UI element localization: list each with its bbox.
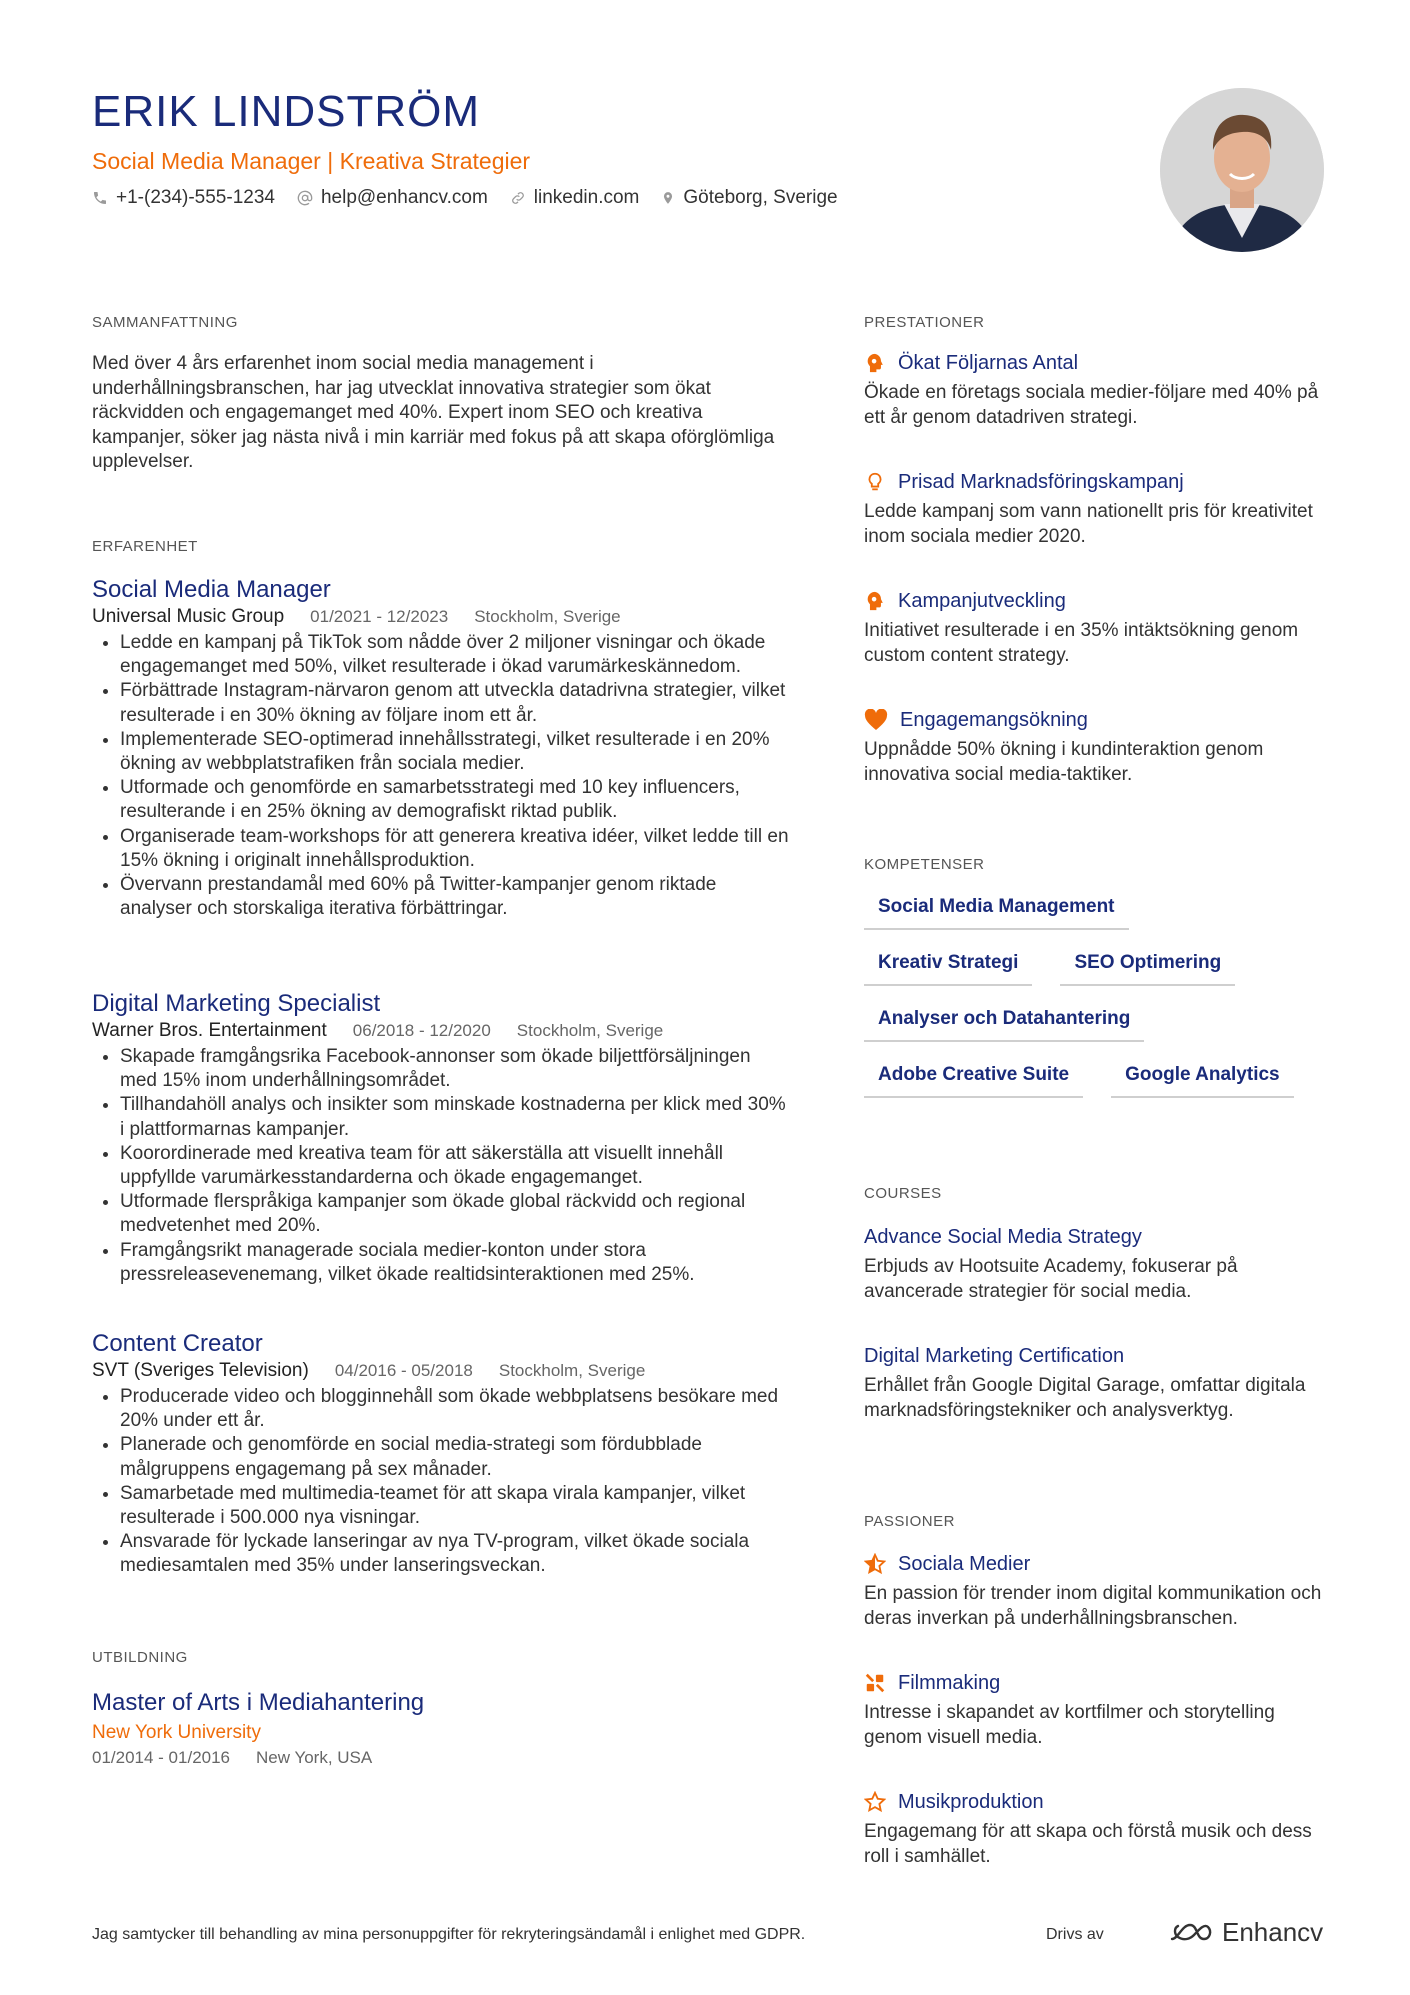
- film-icon: [864, 1672, 886, 1694]
- brain-icon: [864, 590, 886, 612]
- contact-location: [661, 184, 837, 212]
- passion-item: [864, 1788, 1334, 1869]
- passion-title: Musikproduktion: [898, 1791, 1044, 1813]
- education-dates: 01/2014 - 01/2016: [92, 1748, 231, 1767]
- passion-desc: En passion för trender inom digital kommunikation och deras inverkan på underhållningsbranschen.: [864, 1583, 1322, 1629]
- star-outline-icon: [864, 1791, 886, 1813]
- passion-header: [864, 1669, 1334, 1697]
- achievement-item: [864, 349, 1334, 430]
- education-degree: Master of Arts i Mediahantering: [92, 1689, 425, 1716]
- course-desc: Erhållet från Google Digital Garage, omfattar digitala marknadsföringstekniker och analysverktyg.: [864, 1375, 1306, 1421]
- job-company: SVT (Sveriges Television): [92, 1360, 309, 1381]
- contact-linkedin[interactable]: [510, 184, 640, 212]
- section-title-summary: SAMMANFATTNING: [92, 314, 238, 331]
- skill-tag: Google Analytics: [1111, 1062, 1294, 1098]
- job-meta: [92, 605, 792, 629]
- job-location: Stockholm, Sverige: [474, 607, 621, 626]
- enhancv-logo-icon: [1168, 1919, 1214, 1945]
- powered-by-label: Drivs av: [1046, 1926, 1104, 1943]
- achievement-header: [864, 706, 1334, 734]
- lightbulb-icon: [864, 471, 886, 493]
- achievement-desc: Uppnådde 50% ökning i kundinteraktion genom innovativa social media-taktiker.: [864, 739, 1264, 785]
- job-title: Digital Marketing Specialist: [92, 990, 381, 1017]
- passion-header: [864, 1550, 1334, 1578]
- achievement-item: [864, 706, 1334, 787]
- job-bullets: [92, 1385, 792, 1579]
- passion-item: [864, 1550, 1334, 1631]
- avatar-illustration: [1160, 88, 1324, 252]
- email-text: help@enhancv.com: [320, 187, 488, 208]
- skill-tag: Adobe Creative Suite: [864, 1062, 1083, 1098]
- achievement-title: Kampanjutveckling: [898, 590, 1066, 612]
- skill-tag: SEO Optimering: [1060, 950, 1235, 986]
- achievement-title: Ökat Följarnas Antal: [898, 352, 1079, 374]
- skill-row: [864, 950, 1334, 986]
- section-title-skills: KOMPETENSER: [864, 856, 985, 873]
- summary-text: Med över 4 års erfarenhet inom social media management i underhållningsbranschen, har jag utvecklat innovativa strategier som ökat räckvidden och engagemanget med 40%. Expert inom SEO och kreativa kampanjer, söker jag nästa nivå i min karriär med fokus på att skapa oförglömliga upplevelser.: [92, 353, 775, 472]
- achievement-header: [864, 587, 1334, 615]
- skill-row: [864, 1006, 1334, 1042]
- contact-bar: [92, 184, 860, 212]
- job-bullet: • Ansvarade för lyckade lanseringar av nya TV-program, vilket ökade sociala mediesamtalen med 35% under lanseringsveckan.: [120, 1530, 792, 1578]
- heart-icon: [864, 709, 888, 731]
- brand-logo[interactable]: [1168, 1916, 1323, 1948]
- job-dates: 06/2018 - 12/2020: [352, 1021, 491, 1040]
- brand-name: Enhancv: [1222, 1917, 1324, 1947]
- education-meta: [92, 1746, 782, 1770]
- skill-tag: Kreativ Strategi: [864, 950, 1032, 986]
- course-item: [864, 1223, 1334, 1304]
- experience-entry: [92, 1329, 792, 1579]
- course-desc: Erbjuds av Hootsuite Academy, fokuserar på avancerade strategier för social media.: [864, 1256, 1238, 1302]
- at-sign-icon: [297, 190, 313, 206]
- job-bullet: • Koorordinerade med kreativa team för att säkerställa att visuellt innehåll uppfyllde varumärkesstandarderna och ökade engagemanget.: [120, 1142, 792, 1190]
- section-title-education: UTBILDNING: [92, 1649, 188, 1666]
- brain-icon: [864, 352, 886, 374]
- skill-row: [864, 894, 1334, 930]
- job-bullet: • Övervann prestandamål med 60% på Twitter-kampanjer genom riktade analyser och storskaliga iterativa förbättringar.: [120, 873, 792, 921]
- achievement-header: [864, 468, 1334, 496]
- skills-list: [864, 894, 1334, 1118]
- location-text: Göteborg, Sverige: [683, 187, 838, 208]
- achievement-desc: Ökade en företags sociala medier-följare med 40% på ett år genom datadriven strategi.: [864, 382, 1319, 428]
- candidate-headline: Social Media Manager | Kreativa Strategier: [92, 148, 531, 174]
- passion-item: [864, 1669, 1334, 1750]
- link-icon: [510, 190, 526, 206]
- achievement-title: Engagemangsökning: [900, 709, 1088, 731]
- job-dates: 04/2016 - 05/2018: [334, 1361, 473, 1380]
- job-meta: [92, 1359, 792, 1383]
- phone-text: +1-(234)-555-1234: [116, 187, 275, 208]
- job-bullet: • Framgångsrikt managerade sociala medier-konton under stora pressreleasevenemang, vilket ökade realtidsinteraktionen med 25%.: [120, 1239, 792, 1287]
- section-title-passions: PASSIONER: [864, 1513, 955, 1530]
- job-title: Content Creator: [92, 1330, 263, 1357]
- education-entry: [92, 1688, 782, 1770]
- achievement-title: Prisad Marknadsföringskampanj: [898, 471, 1184, 493]
- phone-icon: [92, 190, 108, 206]
- job-title: Social Media Manager: [92, 576, 331, 603]
- profile-photo: [1160, 88, 1324, 252]
- job-dates: 01/2021 - 12/2023: [310, 607, 449, 626]
- experience-entry: [92, 575, 792, 921]
- section-title-achievements: PRESTATIONER: [864, 314, 985, 331]
- skill-row: [864, 1062, 1334, 1098]
- education-school: New York University: [92, 1722, 261, 1743]
- passion-title: Sociala Medier: [898, 1553, 1031, 1575]
- course-title: Digital Marketing Certification: [864, 1345, 1125, 1367]
- job-bullet: • Ledde en kampanj på TikTok som nådde över 2 miljoner visningar och ökade engagemanget med 50%, vilket resulterade i ökad varumärkeskännedom.: [120, 631, 792, 679]
- education-location: New York, USA: [256, 1748, 373, 1767]
- job-bullet: • Organiserade team-workshops för att generera kreativa idéer, vilket ledde till en 15% ökning i originalt innehållsproduktion.: [120, 825, 792, 873]
- section-title-courses: COURSES: [864, 1185, 942, 1202]
- job-bullet: • Utformade och genomförde en samarbetsstrategi med 10 key influencers, resulterande i en 25% ökning av demografiskt riktad publik.: [120, 776, 792, 824]
- job-bullet: • Skapade framgångsrika Facebook-annonser som ökade biljettförsäljningen med 15% inom underhållningsområdet.: [120, 1045, 792, 1093]
- job-company: Universal Music Group: [92, 606, 285, 627]
- location-pin-icon: [661, 190, 675, 206]
- job-bullet: • Samarbetade med multimedia-teamet för att skapa virala kampanjer, vilket resulterade i 500.000 nya visningar.: [120, 1482, 792, 1530]
- contact-phone[interactable]: [92, 184, 275, 212]
- linkedin-text: linkedin.com: [533, 187, 640, 208]
- job-bullets: [92, 1045, 792, 1287]
- course-item: [864, 1342, 1334, 1423]
- experience-entry: [92, 989, 792, 1287]
- passion-header: [864, 1788, 1334, 1816]
- job-bullet: • Producerade video och blogginnehåll som ökade webbplatsens besökare med 20% under ett år.: [120, 1385, 792, 1433]
- achievement-desc: Ledde kampanj som vann nationellt pris för kreativitet inom sociala medier 2020.: [864, 501, 1313, 547]
- passion-desc: Engagemang för att skapa och förstå musik och dess roll i samhället.: [864, 1821, 1312, 1867]
- job-bullets: [92, 631, 792, 921]
- achievement-item: [864, 468, 1334, 549]
- skill-tag: Analyser och Datahantering: [864, 1006, 1144, 1042]
- passion-desc: Intresse i skapandet av kortfilmer och storytelling genom visuell media.: [864, 1702, 1275, 1748]
- job-meta: [92, 1019, 792, 1043]
- gdpr-consent: Jag samtycker till behandling av mina personuppgifter för rekryteringsändamål i enlighet med GDPR.: [92, 1926, 806, 1943]
- job-bullet: • Tillhandahöll analys och insikter som minskade kostnaderna per klick med 30% i plattformarnas kampanjer.: [120, 1093, 792, 1141]
- candidate-name: ERIK LINDSTRÖM: [92, 87, 481, 136]
- achievement-item: [864, 587, 1334, 668]
- passion-title: Filmmaking: [898, 1672, 1001, 1694]
- job-company: Warner Bros. Entertainment: [92, 1020, 327, 1041]
- job-location: Stockholm, Sverige: [516, 1021, 664, 1040]
- section-title-experience: ERFARENHET: [92, 538, 198, 555]
- achievement-header: [864, 349, 1334, 377]
- achievement-desc: Initiativet resulterade i en 35% intäktsökning genom custom content strategy.: [864, 620, 1299, 666]
- job-bullet: • Implementerade SEO-optimerad innehållsstrategi, vilket resulterade i en 20% ökning av webbplatstrafiken från sociala medier.: [120, 728, 792, 776]
- job-bullet: • Utformade flerspråkiga kampanjer som ökade global räckvidd och regional medvetenhet med 20%.: [120, 1190, 792, 1238]
- job-bullet: • Planerade och genomförde en social media-strategi som fördubblade målgruppens engagemang på sex månader.: [120, 1433, 792, 1481]
- job-location: Stockholm, Sverige: [498, 1361, 646, 1380]
- job-bullet: • Förbättrade Instagram-närvaron genom att utveckla datadrivna strategier, vilket resulterade i en 30% ökning av följare inom ett år.: [120, 679, 792, 727]
- star-half-icon: [864, 1553, 886, 1575]
- skill-tag: Social Media Management: [864, 894, 1129, 930]
- contact-email[interactable]: [297, 184, 488, 212]
- course-title: Advance Social Media Strategy: [864, 1226, 1142, 1248]
